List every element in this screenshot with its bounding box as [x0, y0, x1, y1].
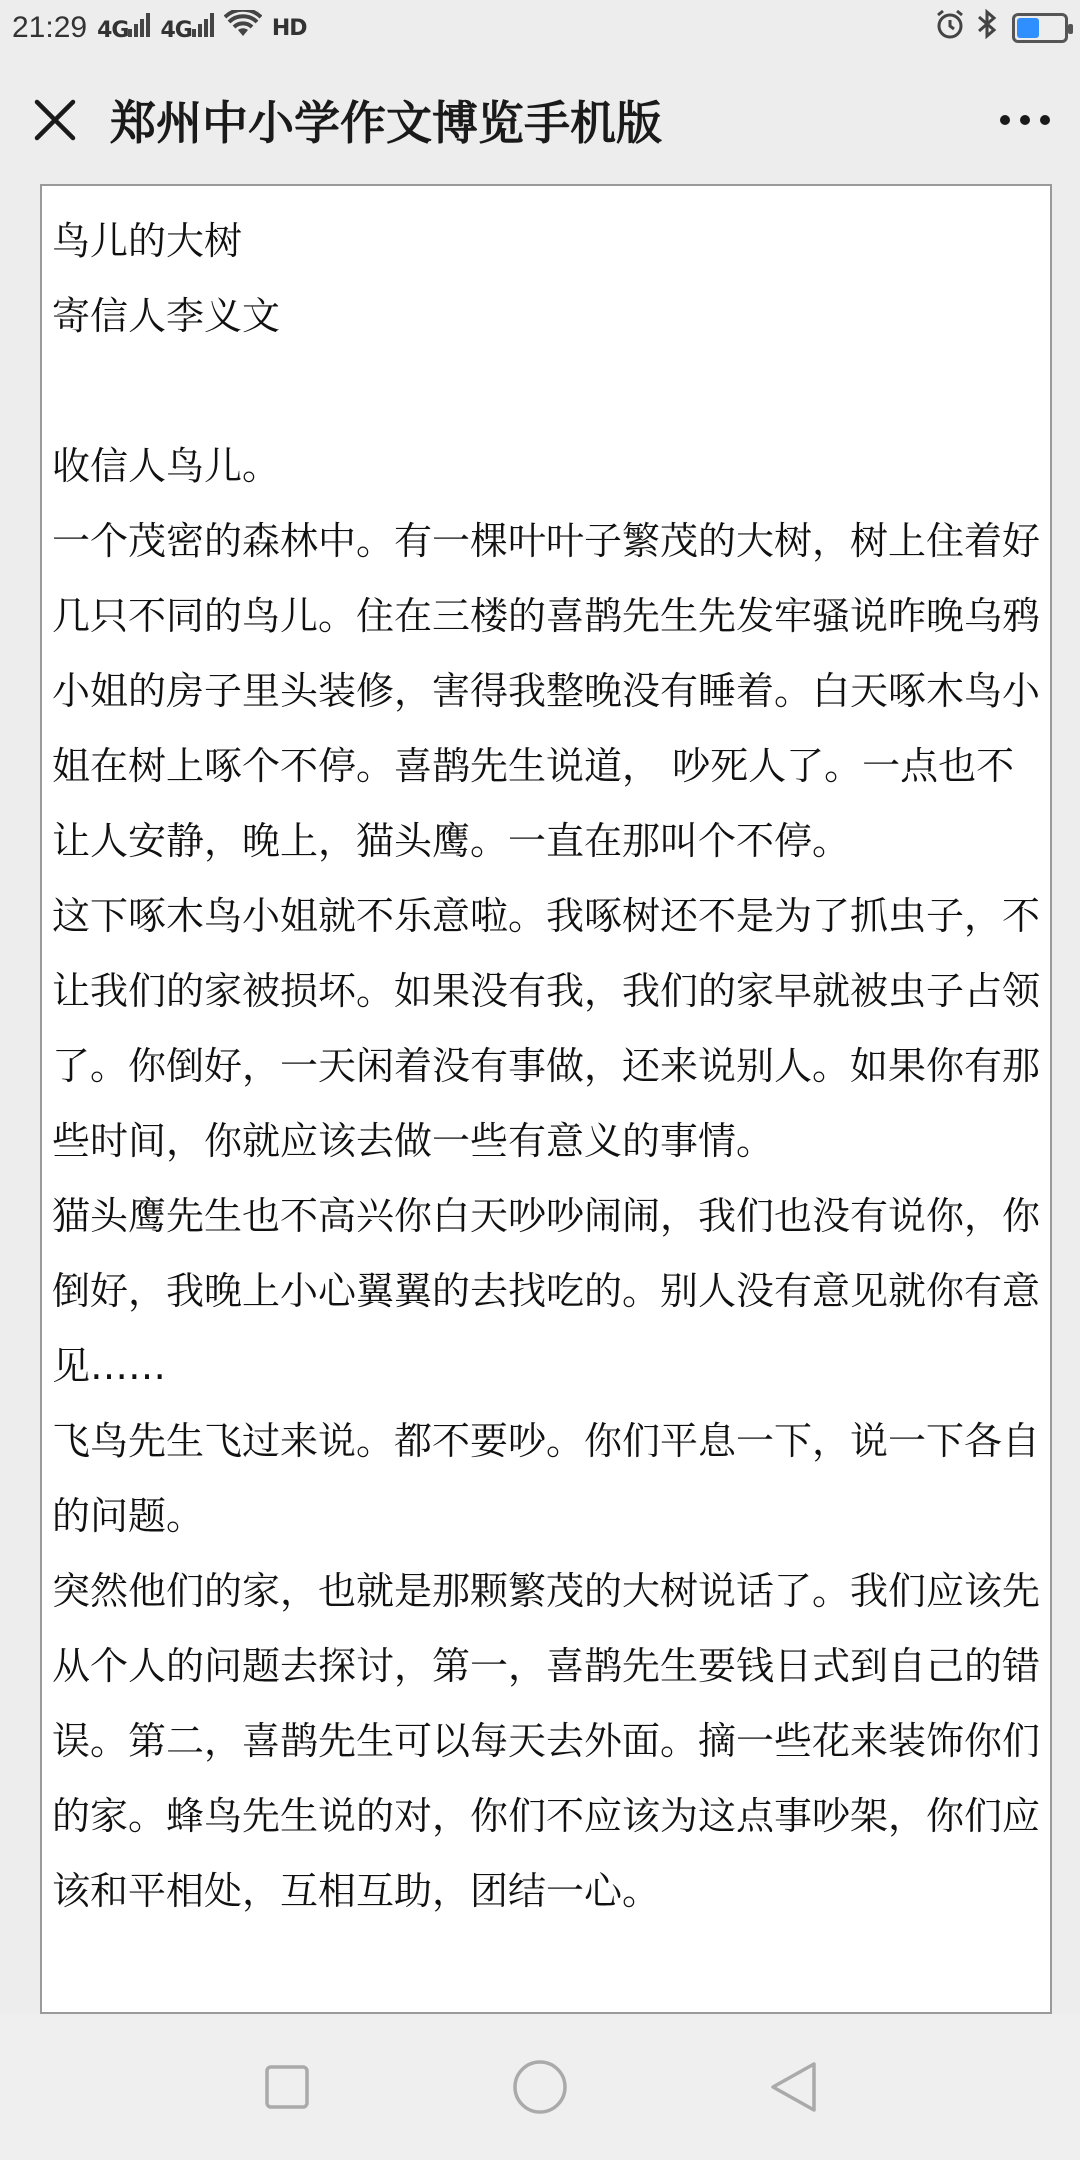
more-options-button[interactable]: [970, 56, 1080, 184]
hd-label: HD: [271, 15, 307, 41]
hd-icon: [272, 16, 307, 41]
recent-apps-button[interactable]: [247, 2047, 327, 2127]
close-icon: [34, 99, 76, 141]
square-icon: [264, 2064, 310, 2110]
article-title: 鸟儿的大树: [52, 219, 243, 263]
triangle-back-icon: [768, 2060, 818, 2114]
alarm-icon: [934, 8, 966, 48]
article-paragraph: 这下啄木鸟小姐就不乐意啦。我啄树还不是为了抓虫子，不让我们的家被损坏。如果没有我，我们的家早就被虫子占领了。你倒好，一天闲着没有事做，还来说别人。如果你有那些时间，你就应该去做一些有意义的事情。: [52, 894, 1041, 1163]
status-time: 21:29: [12, 11, 88, 44]
article-paragraph: 猫头鹰先生也不高兴你白天吵吵闹闹，我们也没有说你，你倒好，我晚上小心翼翼的去找吃的。别人没有意见就你有意见……: [52, 1194, 1041, 1388]
article-recipient: 收信人鸟儿。: [52, 444, 281, 488]
article-paragraph: 突然他们的家，也就是那颗繁茂的大树说话了。我们应该先从个人的问题去探讨，第一，喜鹊先生要钱日式到自己的错误。第二，喜鹊先生可以每天去外面。摘一些花来装饰你们的家。蜂鸟先生说的对，你们不应该为这点事吵架，你们应该和平相处，互相互助，团结一心。: [52, 1569, 1041, 1913]
status-right: [934, 8, 1068, 48]
battery-level: [1017, 18, 1039, 38]
article-content[interactable]: [40, 184, 1052, 2014]
signal-4g-icon: [97, 13, 150, 43]
signal-4g-icon-2: [160, 13, 213, 43]
article-sender: 寄信人李义文: [52, 294, 281, 338]
close-button[interactable]: [0, 56, 110, 184]
title-bar: [0, 56, 1080, 184]
article-paragraph: 一个茂密的森林中。有一棵叶叶子繁茂的大树，树上住着好几只不同的鸟儿。住在三楼的喜鹊先生先发牢骚说昨晚乌鸦小姐的房子里头装修，害得我整晚没有睡着。白天啄木鸟小姐在树上啄个不停。喜鹊先生说道， 吵死人了。一点也不让人安静，晚上，猫头鹰。一直在那叫个不停。: [52, 519, 1041, 863]
bluetooth-icon: [976, 8, 998, 48]
status-left: [12, 10, 307, 46]
status-bar: [0, 0, 1080, 56]
article-paragraph: 飞鸟先生飞过来说。都不要吵。你们平息一下，说一下各自的问题。: [52, 1419, 1041, 1538]
blank-line: [52, 354, 1040, 429]
page-title: 郑州中小学作文博览手机版: [110, 96, 662, 150]
wifi-icon: [224, 10, 262, 46]
navigation-bar: [0, 2014, 1080, 2160]
back-button[interactable]: [753, 2047, 833, 2127]
home-button[interactable]: [500, 2047, 580, 2127]
battery-icon: [1012, 13, 1068, 43]
circle-icon: [511, 2058, 569, 2116]
signal-1-label: 4G: [97, 18, 129, 43]
more-icon: [999, 114, 1051, 126]
signal-2-label: 4G: [160, 18, 192, 43]
